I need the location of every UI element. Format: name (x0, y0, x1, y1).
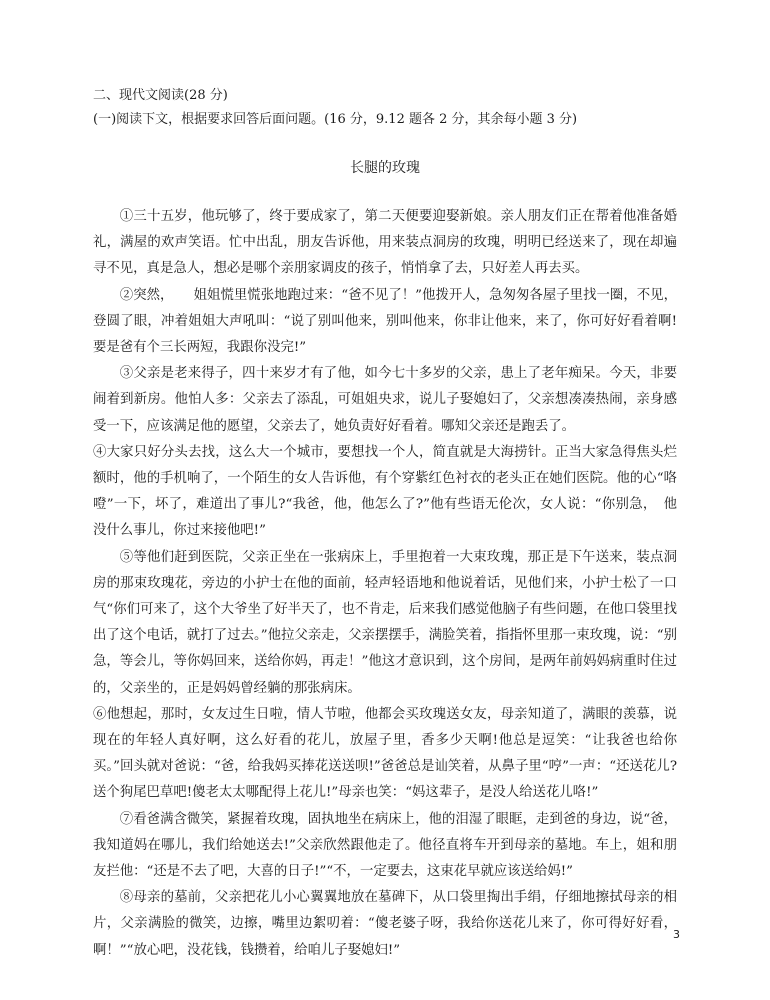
article-body (93, 204, 677, 964)
section-heading: 二、现代文阅读(28 分) (93, 88, 228, 103)
paragraph-4: ④大家只好分头去找，这么大一个城市，要想找一个人，简直就是大海捞针。正当大家急得焦头烂额时，他的手机响了，一个陌生的女人告诉他，有个穿紫红色衬衣的老头正在她们医院。他的心“咯噔”一下，坏了，难道出了事儿?“我爸，他，他怎么了?”他有些语无伦次，女人说：“你别急， 他没什么事儿，你过来接他吧!” (93, 444, 677, 539)
reading-instructions: (一)阅读下文，根据要求回答后面问题。(16 分，9.12 题各 2 分，其余每小题 3 分) (93, 112, 578, 127)
paragraph-6: ⑥他想起，那时，女友过生日啦，情人节啦，他都会买玫瑰送女友，母亲知道了，满眼的羡慕，说现在的年轻人真好啊，这么好看的花儿，放屋子里，香多少天啊!他总是逗笑：“让我爸也给你买。”回头就对爸说：“爸，给我妈买捧花送送呗!”爸爸总是讪笑着，从鼻子里“哼”一声：“还送花儿?送个狗尾巴草吧!傻老太太哪配得上花儿!”母亲也笑：“妈这辈子，是没人给送花儿咯!” (93, 706, 677, 801)
article-title: 长腿的玫瑰 (350, 160, 420, 176)
paragraph-2: ②突然， 姐姐慌里慌张地跑过来：“爸不见了！”他拨开人，急匆匆各屋子里找一圈，不见，登圆了眼，冲着姐姐大声吼叫：“说了别叫他来，别叫他来，你非让他来，来了，你可好好看着啊!要是爸有个三长两短，我跟你没完!” (93, 287, 677, 356)
paragraph-7: ⑦看爸满含微笑，紧握着玫瑰，固执地坐在病床上，他的泪湿了眼眶，走到爸的身边，说“爸，我知道妈在哪儿，我们给她送去!”父亲欣然跟他走了。他径直将车开到母亲的墓地。车上，姐和朋友拦他：“还是不去了吧，大喜的日子!”“不，一定要去，这束花早就应该送给妈!” (93, 811, 677, 880)
paragraph-3: ③父亲是老来得子，四十来岁才有了他，如今七十多岁的父亲，患上了老年痴呆。今天，非要闹着到新房。他怕人多：父亲去了添乱，可姐姐央求，说儿子娶媳妇了，父亲想凑凑热闹，亲身感受一下，应该满足他的愿望，父亲去了，她负责好好看着。哪知父亲还是跑丢了。 (93, 366, 677, 434)
paragraph-1: ①三十五岁，他玩够了，终于要成家了，第二天便要迎娶新娘。亲人朋友们正在帮着他准备婚礼，满屋的欢声笑语。忙中出乱，朋友告诉他，用来装点洞房的玫瑰，明明已经送来了，现在却遍寻不见，真是急人，想必是哪个亲朋家调皮的孩子，悄悄拿了去，只好差人再去买。 (93, 209, 677, 277)
paragraph-8: ⑧母亲的墓前，父亲把花儿小心翼翼地放在墓碑下，从口袋里掏出手绢，仔细地擦拭母亲的相片，父亲满脸的微笑，边擦，嘴里边絮叨着：“傻老婆子呀，我给你送花儿来了，你可得好好看，啊！”“放心吧，没花钱，钱攒着，给咱儿子娶媳妇!” (93, 890, 677, 958)
page-number: 3 (673, 928, 680, 941)
paragraph-5: ⑤等他们赶到医院，父亲正坐在一张病床上，手里抱着一大束玫瑰，那正是下午送来，装点洞房的那束玫瑰花，旁边的小护士在他的面前，轻声轻语地和他说着话，见他们来，小护士松了一口气“你们可来了，这个大爷坐了好半天了，也不肯走，后来我们感觉他脑子有些问题，在他口袋里找出了这个电话，就打了过去。”他拉父亲走，父亲摆摆手，满脸笑着，指指怀里那一束玫瑰，说：“别急，等会儿，等你妈回来，送给你妈，再走！”他这才意识到，这个房间，是两年前妈妈病重时住过的，父亲坐的，正是妈妈曾经躺的那张病床。 (93, 549, 677, 696)
